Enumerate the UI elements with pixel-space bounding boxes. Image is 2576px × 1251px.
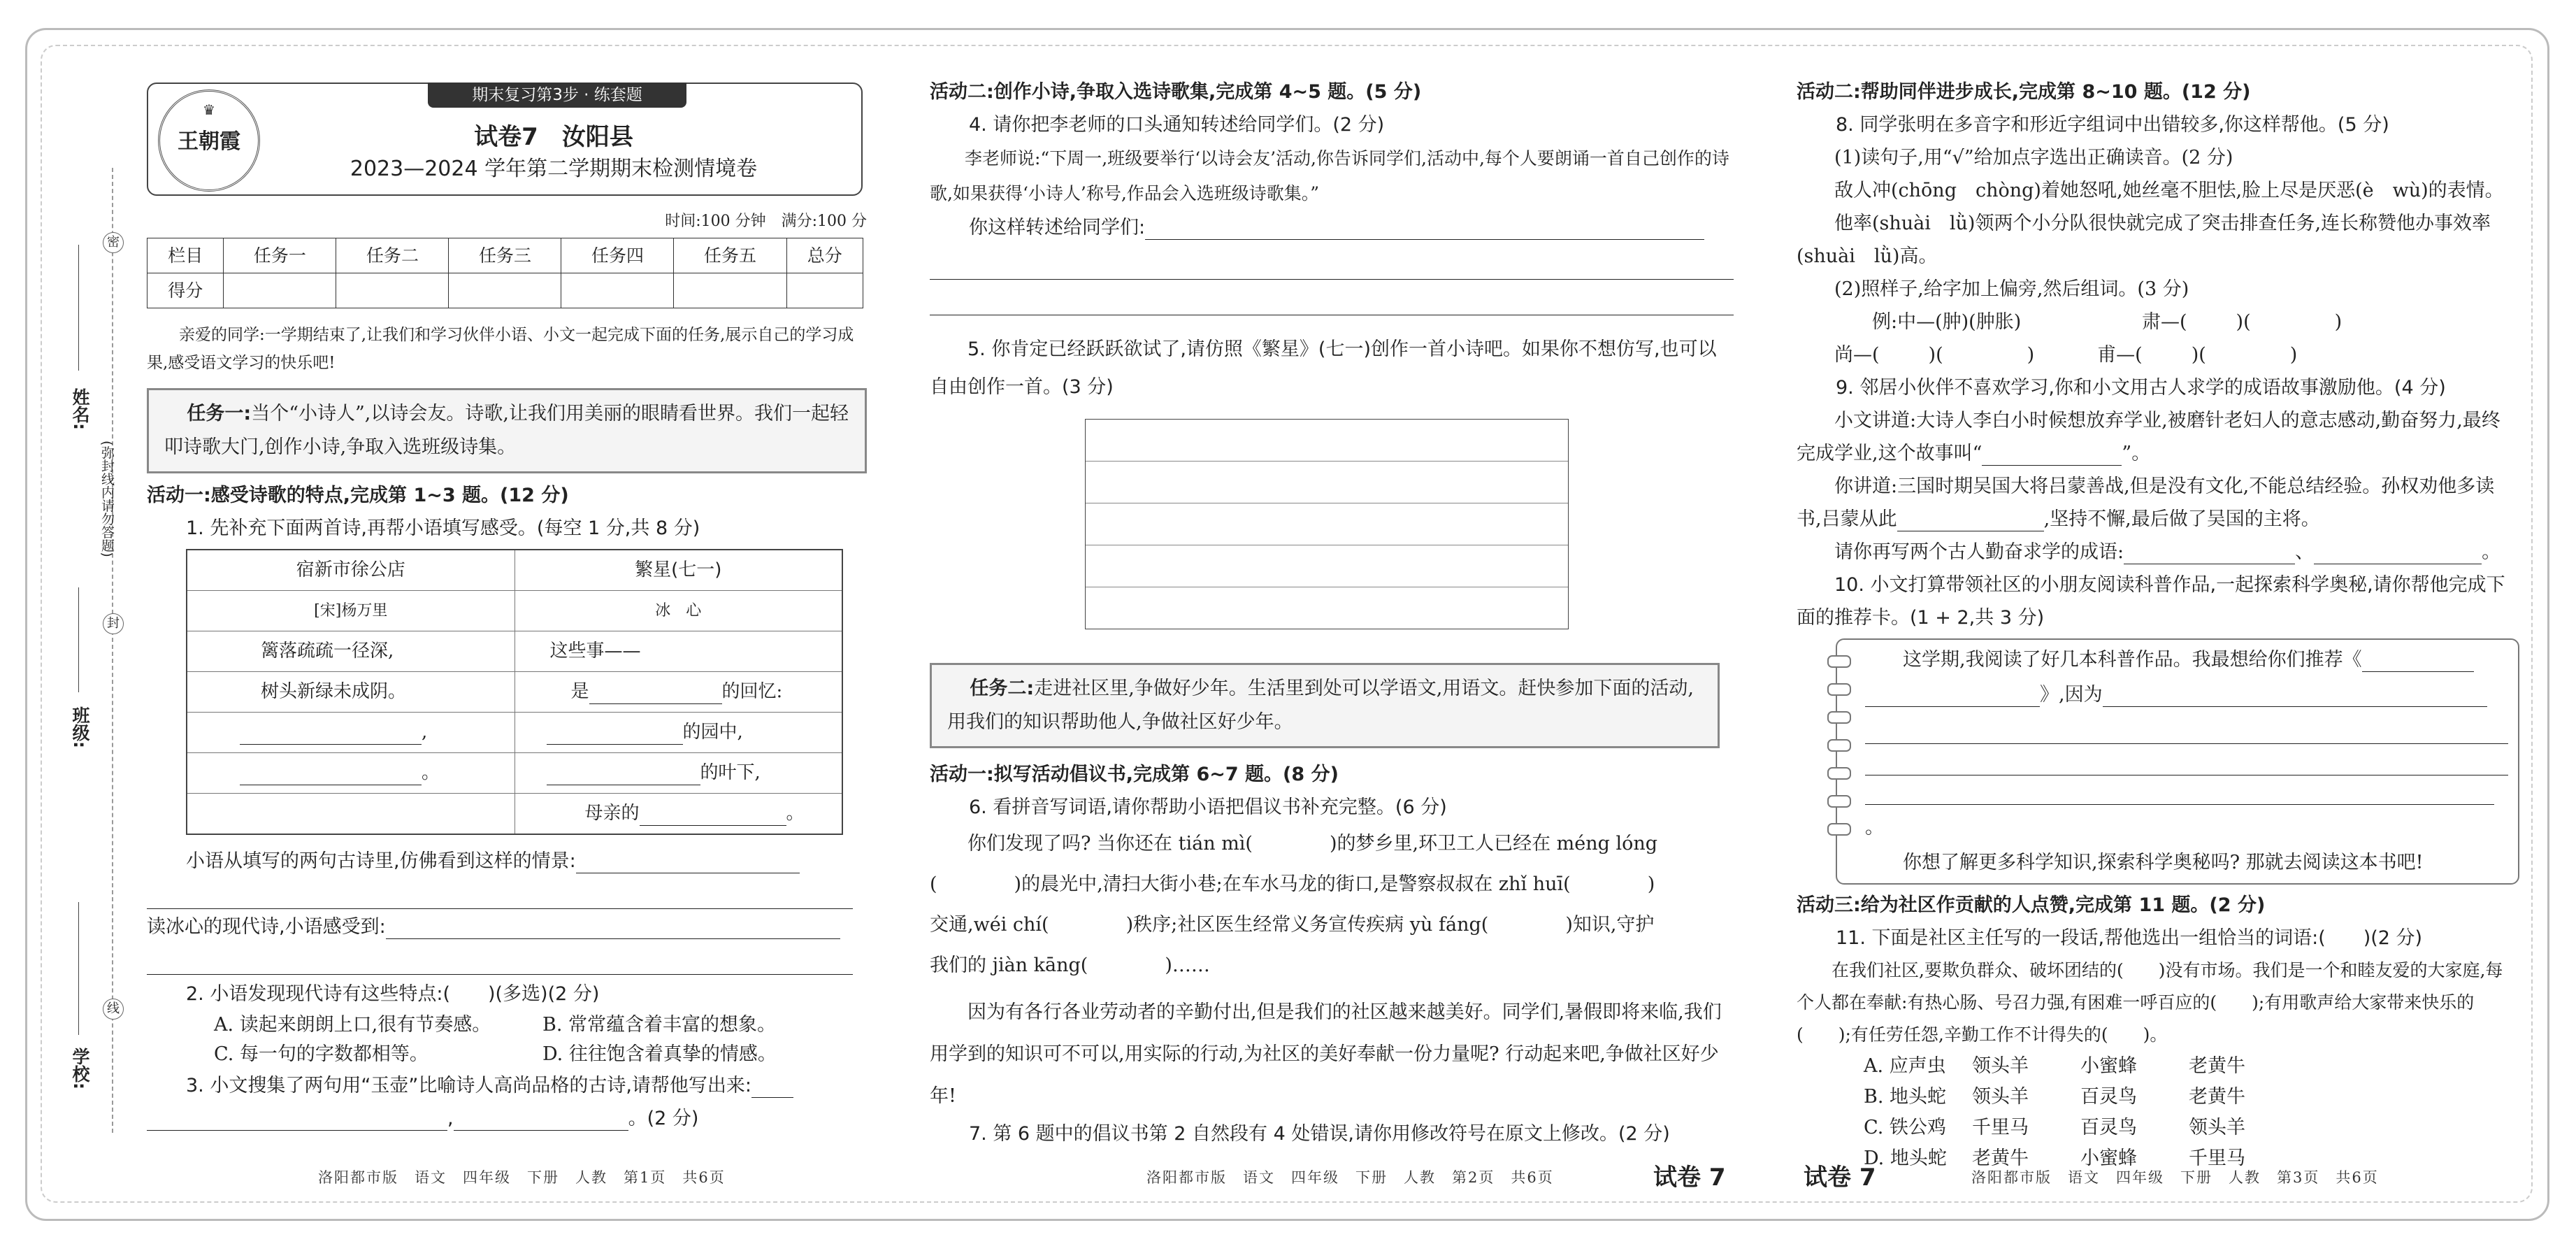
intro-text: 亲爱的同学:一学期结束了,让我们和学习伙伴小语、小文一起完成下面的任务,展示自己的学习成果,感受语文学习的快乐吧!: [147, 326, 854, 372]
score-header: 任务一: [224, 238, 336, 273]
poem-punct: 。: [422, 762, 440, 783]
answer-line[interactable]: [147, 943, 853, 975]
book-title-blank[interactable]: [1865, 684, 2040, 707]
score-cell[interactable]: [786, 273, 863, 308]
option-word: 千里马: [1972, 1117, 2029, 1138]
score-cell[interactable]: [224, 273, 336, 308]
q8-paren: ): [2334, 311, 2343, 333]
poem-blank[interactable]: [640, 803, 786, 826]
q11-stem: 11. 下面是社区主任写的一段话,帮他选出一组恰当的词语:( )(2 分): [1836, 927, 2423, 949]
score-header: 总分: [786, 238, 863, 273]
page-column-1: 时间:100 分钟 满分:100 分 栏目 任务一 任务二 任务三 任务四 任务五 总分 得分 亲爱的同学:一学期结束了,让我们和学习伙伴小语、小文一起完成下面的任务,展示自己的学习成果,感受语文学习的快乐吧! 任务一:当个“小诗人”,以诗会友。诗歌,让我们用美丽的眼睛看世界。我们一起轻叩诗歌大门,创作小诗,争取入选班级诗集。 活动一:感受诗歌的特点,完成第 1~3 题。(12 分) 1. 先补充下面两首诗,再帮小语填写感受。(每空 1 分,共 8 分) 宿新市徐公店 繁星(七一) [宋]杨万里 冰 心 篱落疏疏一径深, 这些事—— 树头新绿未成阴。 是 的回忆: , 的园中, 。 的叶下, 母亲的 。 小语从填写的两句古诗里,仿佛看到这样的情景: 读冰心的现代诗,小语感受到: 2. 小语发现现代诗有这些特点:( )(多选)(2 分) A. 读起来朗朗上口,很有节奏感。 B. 常常蕴含着丰富的想象。 C. 每一句的字数都相等。 D. 往往饱含着真挚的情感。 3. 小文搜集了两句用“玉壶”比喻诗人高尚品格的古诗,请帮他写出来: , 。(2 分): [147, 210, 867, 1135]
option-word: 领头羊: [1972, 1055, 2029, 1077]
q6-text: )的梦乡里,环卫工人已经在 méng lóng: [1329, 833, 1658, 855]
binding-mark-feng: 封: [103, 613, 124, 634]
reason-line[interactable]: [1865, 782, 2494, 805]
recommendation-card: [1836, 638, 2519, 885]
reason-line[interactable]: [1865, 744, 2508, 775]
q8-sentence1: 敌人冲(chōng chòng)着她怒吼,她丝毫不胆怯,脸上尽是厌恶(è wù)的表情。: [1834, 180, 2504, 201]
spiral-ring-icon: [1827, 739, 1851, 752]
q11-passage: 在我们社区,要欺负群众、破坏团结的( )没有市场。我们是一个和睦友爱的大家庭,每个人都在奉献:有热心肠、号召力强,有困难一呼百应的( );有用歌声给大家带来快乐的( );有任劳任怨,辛勤工作不计得失的( )。: [1797, 960, 2503, 1045]
school-field-line[interactable]: [78, 902, 79, 1035]
poem-right-line: 这些事——: [515, 631, 842, 672]
task2-text: 走进社区里,争做好少年。生活里到处可以学语文,用语文。赶快参加下面的活动,用我们的知识帮助他人,争做社区好少年。: [947, 678, 1694, 733]
q4-quote: 李老师说:“下周一,班级要举行‘以诗会友’活动,你告诉同学们,活动中,每个人要朗诵一首自己创作的诗歌,如果获得‘小诗人’称号,作品会入选班级诗歌集。”: [930, 148, 1729, 203]
page-footer-3: 洛阳都市版 语文 四年级 下册 人教 第3页 共6页: [1971, 1169, 2379, 1186]
q8-example: 例:中—(肿)(肿胀): [1872, 311, 2022, 333]
score-cell[interactable]: [336, 273, 449, 308]
option-word: 老黄牛: [1972, 1148, 2029, 1169]
q11-option-a[interactable]: [1864, 1051, 2517, 1082]
score-row-label: 得分: [147, 273, 224, 308]
option-word: 领头羊: [2189, 1117, 2245, 1138]
q2-option-b[interactable]: B. 常常蕴含着丰富的想象。: [542, 1014, 777, 1036]
score-cell[interactable]: [449, 273, 561, 308]
page-footer-1: 洛阳都市版 语文 四年级 下册 人教 第1页 共6页: [318, 1169, 726, 1186]
option-word: B. 地头蛇: [1864, 1086, 1947, 1108]
spiral-ring-icon: [1827, 823, 1851, 836]
poem-right-text: 是: [570, 681, 589, 702]
spiral-ring-icon: [1827, 767, 1851, 780]
poem-table: [186, 549, 843, 835]
q1-feel2-prompt: 读冰心的现代诗,小语感受到:: [147, 916, 386, 938]
reason-line[interactable]: [1865, 713, 2508, 744]
page-footer-2: 洛阳都市版 语文 四年级 下册 人教 第2页 共6页: [1146, 1169, 1554, 1186]
score-header: 任务三: [449, 238, 561, 273]
reason-blank[interactable]: [2103, 684, 2487, 707]
score-header: 栏目: [147, 238, 224, 273]
poem-writing-box[interactable]: [1085, 419, 1569, 629]
crown-icon: ♛: [203, 101, 215, 118]
binding-dashed-line: [112, 168, 113, 1133]
score-cell[interactable]: [561, 273, 674, 308]
score-table: [147, 238, 863, 308]
q4-prompt: 你这样转述给同学们:: [969, 217, 1146, 238]
q9-text: ”。: [2122, 443, 2151, 464]
name-field-line[interactable]: [78, 245, 79, 371]
q1-stem: 1. 先补充下面两首诗,再帮小语填写感受。(每空 1 分,共 8 分): [186, 517, 700, 539]
poem-right-text: 的回忆:: [721, 681, 783, 702]
answer-line[interactable]: [930, 244, 1734, 280]
class-field-line[interactable]: [78, 587, 79, 692]
poem-blank[interactable]: [547, 762, 700, 785]
exam-header-banner: [147, 83, 863, 196]
option-word: 老黄牛: [2189, 1055, 2245, 1077]
score-header: 任务五: [674, 238, 786, 273]
option-word: 千里马: [2189, 1148, 2245, 1169]
q8-sub1: (1)读句子,用“√”给加点字选出正确读音。(2 分): [1834, 147, 2233, 169]
q2-option-d[interactable]: D. 往往饱含着真挚的情感。: [542, 1043, 777, 1065]
writing-row[interactable]: [1086, 503, 1568, 545]
answer-line[interactable]: [2124, 541, 2295, 564]
q8-sub2: (2)照样子,给字加上偏旁,然后组词。(3 分): [1834, 278, 2189, 300]
option-word: D. 地头蛇: [1864, 1148, 1947, 1169]
q9-text: 。: [2482, 541, 2501, 563]
writing-row[interactable]: [1086, 462, 1568, 503]
name-field-label: 姓名:: [70, 388, 90, 430]
paper-title: 试卷7 汝阳县: [474, 123, 633, 151]
q6-text: )的晨光中,清扫大街小巷;在车水马龙的街口,是警察叔叔在 zhǐ huī(: [1014, 873, 1571, 895]
q6-text: 你们发现了吗? 当你还在 tián mì(: [967, 833, 1253, 855]
q6-text: 交通,wéi chí(: [930, 914, 1049, 936]
q6-paragraph2: 因为有各行各业劳动者的辛勤付出,但是我们的社区越来越美好。同学们,暑假即将来临,我们用学到的知识可不可以,用实际的行动,为社区的美好奉献一份力量呢? 行动起来吧,争做社区好少年!: [930, 1001, 1722, 1107]
q8-sentence2: 他率(shuài lǜ)领两个小分队很快就完成了突击排查任务,连长称赞他办事效率(shuài lǜ)高。: [1797, 213, 2491, 267]
q9-text: 、: [2295, 541, 2315, 563]
card-closing: 你想了解更多科学知识,探索科学奥秘吗? 那就去阅读这本书吧!: [1903, 852, 2424, 873]
q11-option-c[interactable]: [1864, 1113, 2517, 1143]
activity3-heading: 活动一:拟写活动倡议书,完成第 6~7 题。(8 分): [930, 764, 1339, 785]
q6-proposal: [930, 824, 1734, 1117]
poem-left-line: 篱落疏疏一径深,: [187, 631, 515, 672]
option-word: 百灵鸟: [2080, 1086, 2137, 1108]
exam-number-left: 试卷 7: [1804, 1164, 1876, 1192]
answer-line[interactable]: [576, 850, 800, 873]
answer-line[interactable]: [2314, 541, 2482, 564]
poem-blank[interactable]: [589, 681, 722, 704]
option-word: 小蜜蜂: [2080, 1055, 2137, 1077]
binding-note: (弥封线内请勿答题): [99, 441, 115, 557]
task1-box: [147, 388, 867, 473]
poem-author-right: 冰 心: [515, 591, 842, 631]
q9-text: 请你再写两个古人勤奋求学的成语:: [1834, 541, 2124, 563]
task1-label: 任务一:: [187, 403, 252, 424]
q2-option-a[interactable]: A. 读起来朗朗上口,很有节奏感。: [214, 1014, 491, 1036]
book-title-blank[interactable]: [2362, 649, 2474, 672]
q9-stem: 9. 邻居小伙伴不喜欢学习,你和小文用古人求学的成语故事激励他。(4 分): [1836, 377, 2446, 399]
q8-paren: ): [2027, 344, 2035, 366]
q11-options: [1797, 1051, 2517, 1174]
activity1-heading: 活动一:感受诗歌的特点,完成第 1~3 题。(12 分): [147, 485, 569, 506]
q6-text: )知识,守护: [1565, 914, 1655, 936]
answer-line[interactable]: [1982, 443, 2122, 466]
poem-title-right: 繁星(七一): [515, 550, 842, 591]
q6-text: 我们的 jiàn kāng(: [930, 955, 1088, 976]
q8-paren: )(: [2236, 311, 2251, 333]
score-cell[interactable]: [674, 273, 786, 308]
poem-blank[interactable]: [240, 762, 422, 785]
q2-stem: 2. 小语发现现代诗有这些特点:( )(多选)(2 分): [186, 983, 600, 1005]
score-header: 任务二: [336, 238, 449, 273]
answer-line[interactable]: [454, 1108, 628, 1131]
writing-row[interactable]: [1086, 420, 1568, 462]
school-field-label: 学校:: [70, 1048, 90, 1089]
q8-paren: )(: [1928, 344, 1943, 366]
q9-text: ,坚持不懈,最后做了吴国的主将。: [2043, 508, 2320, 530]
option-word: C. 铁公鸡: [1864, 1117, 1946, 1138]
time-score-info: 时间:100 分钟 满分:100 分: [665, 213, 867, 230]
spiral-ring-icon: [1827, 795, 1851, 808]
q2-option-c[interactable]: C. 每一句的字数都相等。: [214, 1043, 429, 1065]
answer-line[interactable]: [386, 916, 840, 939]
q6-text: ): [1647, 873, 1655, 895]
writing-row[interactable]: [1086, 587, 1568, 629]
q10-stem: 10. 小文打算带领社区的小朋友阅读科普作品,一起探索科学奥秘,请你帮他完成下面的推荐卡。(1 + 2,共 3 分): [1797, 574, 2505, 629]
poem-blank[interactable]: [240, 722, 422, 745]
poem-right-text: 的叶下,: [700, 762, 761, 783]
task2-box: [930, 663, 1720, 748]
score-header: 任务四: [561, 238, 674, 273]
page-column-2: [930, 76, 1734, 1150]
q1-feel1-prompt: 小语从填写的两句古诗里,仿佛看到这样的情景:: [186, 850, 576, 872]
q8-item: 肃—(: [2142, 311, 2187, 333]
poem-left-line: 树头新绿未成阴。: [187, 672, 515, 713]
card-text: 。: [1865, 817, 1884, 838]
option-word: 领头羊: [1972, 1086, 2029, 1108]
poem-author-left: [宋]杨万里: [187, 591, 515, 631]
binding-mark-xian: 线: [103, 999, 124, 1020]
q5-stem: 5. 你肯定已经跃跃欲试了,请仿照《繁星》(七一)创作一首小诗吧。如果你不想仿写,也可以自由创作一首。(3 分): [930, 338, 1717, 398]
page-column-3: [1797, 76, 2517, 1174]
paper-subtitle: 2023—2024 学年第二学期期末检测情境卷: [350, 157, 758, 181]
activity5-heading: 活动三:给为社区作贡献的人点赞,完成第 11 题。(2 分): [1797, 894, 2266, 916]
poem-right-text: 母亲的: [584, 803, 640, 824]
poem-punct: 。: [786, 803, 805, 824]
binding-mark-mi: 密: [103, 232, 124, 253]
option-word: 老黄牛: [2189, 1086, 2245, 1108]
q7-stem: 7. 第 6 题中的倡议书第 2 自然段有 4 处错误,请你用修改符号在原文上修改。(2 分): [969, 1123, 1670, 1145]
poem-punct: ,: [422, 722, 428, 743]
writing-row[interactable]: [1086, 545, 1568, 587]
q6-text: )……: [1165, 955, 1210, 976]
review-step-tab: 期末复习第3步 · 练套题: [428, 83, 686, 108]
answer-line[interactable]: [1897, 508, 2044, 531]
answer-line[interactable]: [147, 878, 853, 909]
q8-stem: 8. 同学张明在多音字和形近字组词中出错较多,你这样帮他。(5 分): [1836, 114, 2389, 136]
q6-text: (: [930, 873, 937, 895]
exam-number-right: 试卷 7: [1653, 1164, 1726, 1192]
q3-stem: 3. 小文搜集了两句用“玉壶”比喻诗人高尚品格的古诗,请帮他写出来:: [186, 1075, 751, 1096]
q4-stem: 4. 请你把李老师的口头通知转述给同学们。(2 分): [969, 114, 1385, 136]
q8-paren: ): [2289, 344, 2298, 366]
option-word: 百灵鸟: [2080, 1117, 2137, 1138]
wangzhaoxia-logo: [158, 90, 260, 192]
q6-text: )秩序;社区医生经常义务宣传疾病 yù fáng(: [1125, 914, 1489, 936]
card-text: 》,因为: [2040, 684, 2103, 706]
class-field-label: 班级:: [70, 706, 90, 748]
q9-text: 你讲道:三国时期吴国大将吕蒙善战,但是没有文化,不能总结经验。孙权劝他多读书,吕蒙从此: [1797, 476, 2495, 530]
q8-paren: )(: [2191, 344, 2206, 366]
spiral-ring-icon: [1827, 683, 1851, 696]
task1-text: 当个“小诗人”,以诗会友。诗歌,让我们用美丽的眼睛看世界。我们一起轻叩诗歌大门,创作小诗,争取入选班级诗集。: [164, 403, 849, 458]
q8-item: 甫—(: [2097, 344, 2143, 366]
option-word: A. 应声虫: [1864, 1055, 1946, 1077]
poem-blank[interactable]: [547, 722, 683, 745]
answer-line[interactable]: [1145, 217, 1704, 240]
q11-option-b[interactable]: [1864, 1082, 2517, 1113]
card-text: 这学期,我阅读了好几本科普作品。我最想给你们推荐《: [1903, 649, 2362, 671]
poem-right-text: 的园中,: [682, 722, 743, 743]
answer-line[interactable]: [930, 280, 1734, 315]
q8-item: 尚—(: [1834, 344, 1880, 366]
q3-tail: 。(2 分): [628, 1108, 699, 1129]
spiral-ring-icon: [1827, 711, 1851, 724]
poem-empty-cell: [187, 794, 515, 835]
activity2-heading: 活动二:创作小诗,争取入选诗歌集,完成第 4~5 题。(5 分): [930, 81, 1422, 103]
logo-text: 王朝霞: [178, 129, 240, 154]
spiral-ring-icon: [1827, 655, 1851, 668]
answer-line[interactable]: [147, 1108, 447, 1131]
task2-label: 任务二:: [970, 678, 1035, 699]
activity4-heading: 活动二:帮助同伴进步成长,完成第 8~10 题。(12 分): [1797, 81, 2251, 103]
q6-stem: 6. 看拼音写词语,请你帮助小语把倡议书补充完整。(6 分): [969, 796, 1447, 818]
q9-text: 小文讲道:大诗人李白小时候想放弃学业,被磨针老妇人的意志感动,勤奋努力,最终完成学业,这个故事叫“: [1797, 410, 2501, 464]
answer-line[interactable]: [751, 1075, 793, 1098]
option-word: 小蜜蜂: [2080, 1148, 2137, 1169]
poem-title-left: 宿新市徐公店: [187, 550, 515, 591]
